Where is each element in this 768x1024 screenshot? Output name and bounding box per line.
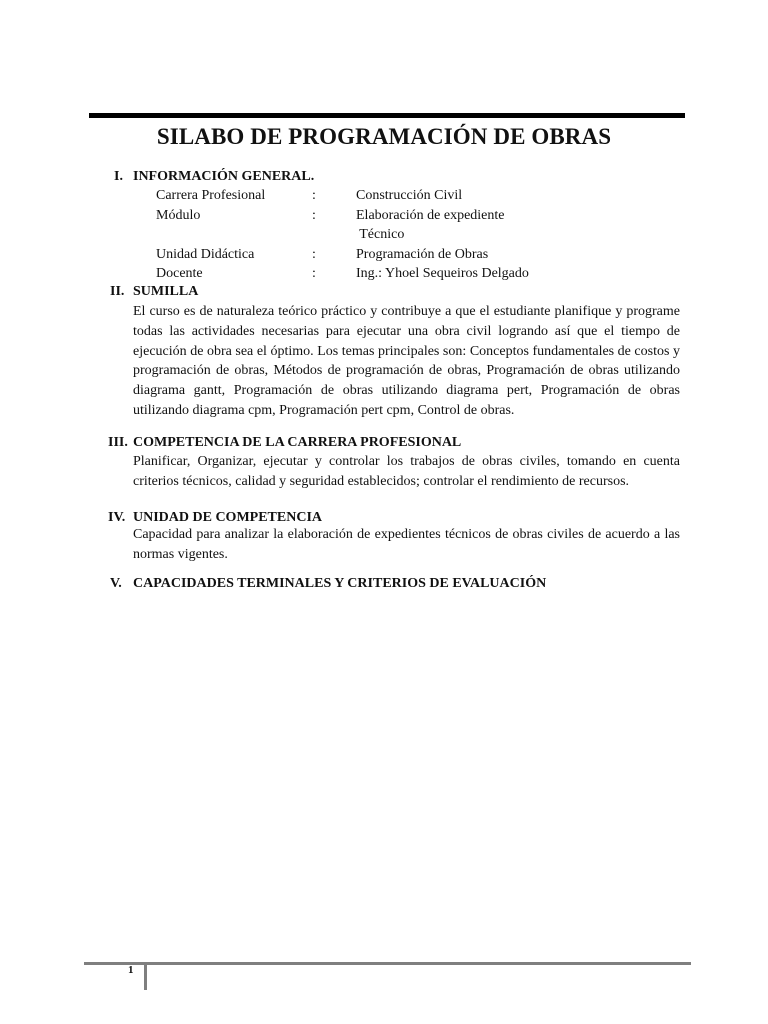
info-colon: : xyxy=(312,188,316,203)
section-3-paragraph: Planificar, Organizar, ejecutar y controlar los trabajos de obras civiles, tomando en cuenta criterios técnicos, calidad y seguridad establecidos; controlar el rendimiento de recursos. xyxy=(133,454,680,489)
info-value: Construcción Civil xyxy=(356,188,463,203)
info-value: Programación de Obras xyxy=(356,246,489,262)
section-4-paragraph: Capacidad para analizar la elaboración de expedientes técnicos de obras civiles de acuerdo a las normas vigentes. xyxy=(133,527,680,562)
section-2-number: II. xyxy=(110,284,125,299)
info-row xyxy=(156,264,616,284)
info-value: Elaboración de expediente xyxy=(356,207,505,223)
footer-divider xyxy=(144,962,147,990)
info-value: Ing.: Yhoel Sequeiros Delgado xyxy=(356,266,529,281)
section-2-title: SUMILLA xyxy=(133,284,199,299)
top-rule xyxy=(89,113,685,118)
section-3-title: COMPETENCIA DE LA CARRERA PROFESIONAL xyxy=(133,435,462,450)
info-label: Carrera Profesional xyxy=(156,188,266,203)
document-title: SILABO DE PROGRAMACIÓN DE OBRAS xyxy=(156,124,612,149)
info-colon: : xyxy=(312,207,316,223)
info-label: Módulo xyxy=(156,207,201,223)
section-1-title: INFORMACIÓN GENERAL. xyxy=(133,169,315,184)
section-4-number: IV. xyxy=(108,510,126,525)
footer-rule xyxy=(84,962,691,965)
section-4-title: UNIDAD DE COMPETENCIA xyxy=(133,510,323,525)
section-5-number: V. xyxy=(110,576,122,591)
info-colon: : xyxy=(312,266,316,281)
info-colon: : xyxy=(312,246,316,262)
info-value: Técnico xyxy=(356,227,405,242)
section-5-title: CAPACIDADES TERMINALES Y CRITERIOS DE EVALUACIÓN xyxy=(133,576,547,591)
info-row xyxy=(156,186,616,206)
info-label: Unidad Didáctica xyxy=(156,246,255,262)
info-row xyxy=(156,225,616,245)
info-row xyxy=(156,206,616,226)
info-row xyxy=(156,245,616,265)
general-info-table xyxy=(156,186,616,284)
info-label: Docente xyxy=(156,266,203,281)
page-number: 1 xyxy=(128,964,134,976)
section-3-number: III. xyxy=(108,435,128,450)
section-2-paragraph: El curso es de naturaleza teórico práctico y contribuye a que el estudiante planifique y programe todas las actividades necesarias para ejecutar una obra civil logrando así que el tiempo de ejecución de obra sea el óptimo. Los temas principales son: Conceptos fundamentales de costos y programación de obras, Métodos de programación de obras, Programación de obras utilizando diagrama gantt, Programación de obras utilizando diagrama pert, Programación de obras utilizando diagrama cpm, Programación pert cpm, Control de obras. xyxy=(133,304,680,418)
section-1-number: I. xyxy=(114,169,123,184)
